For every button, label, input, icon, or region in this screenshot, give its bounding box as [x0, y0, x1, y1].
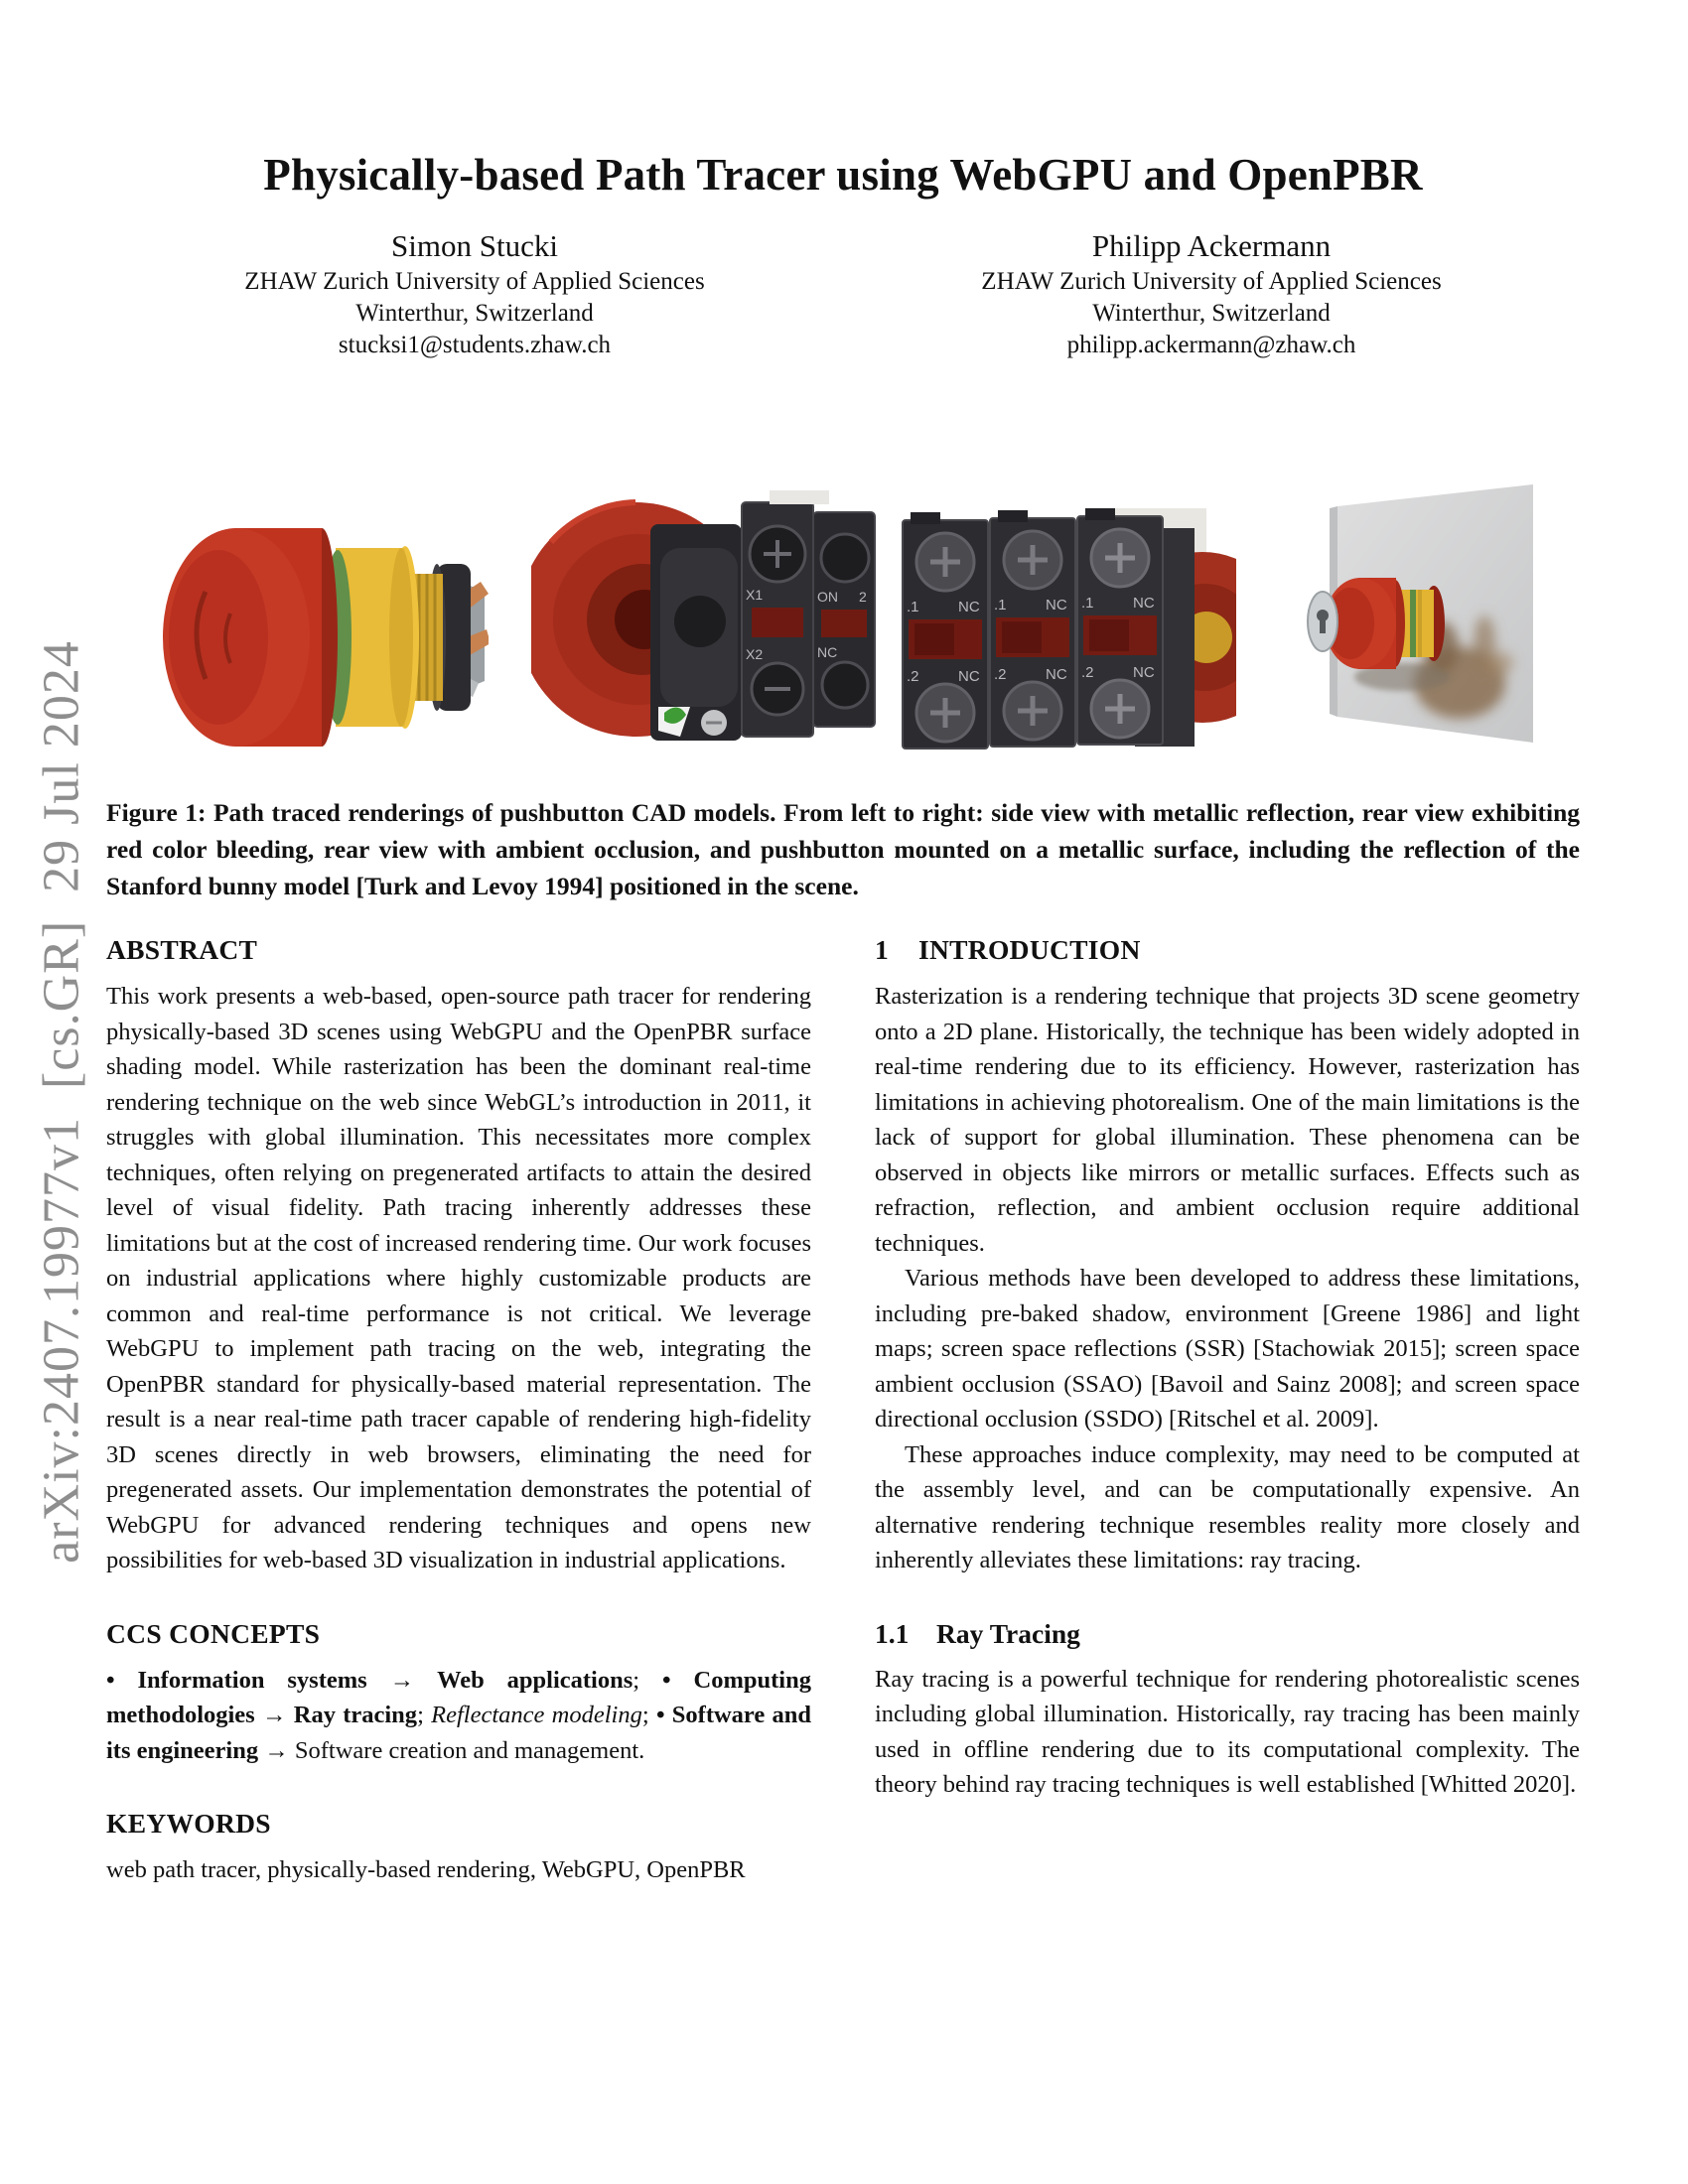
render-rear-view-ambient-occlusion-image: [889, 461, 1236, 764]
ray-tracing-heading: [875, 1618, 1580, 1650]
label-x1: X1: [746, 587, 764, 603]
author-2-name: Philipp Ackermann: [1091, 228, 1332, 263]
figure-1: [106, 461, 1580, 770]
author-1-city: Winterthur, Switzerland: [355, 300, 594, 327]
ccs-bullet: •: [662, 1666, 694, 1694]
introduction-paragraph: Various methods have been developed to address these limitations, including pre-baked shadow, environment [Greene 1986] and light maps; screen space reflections (SSR) [Stachowiak 2015]; screen space ambient occlusion (SSAO) [Bavoil and Sainz 2008]; and screen space directional occlusion (SSDO) [Ritschel et al. 2009].: [875, 1265, 1580, 1433]
chrome-key-ring: [1308, 592, 1337, 651]
abstract-heading: ABSTRACT: [106, 934, 258, 965]
ccs-sep: ;: [641, 1702, 656, 1728]
author-1: [106, 226, 843, 361]
author-2-city: Winterthur, Switzerland: [1092, 300, 1331, 327]
ccs-bullet: •: [106, 1666, 138, 1694]
label-x2: X2: [746, 646, 764, 662]
pushbutton-side-view: [163, 528, 489, 747]
contact-blocks-row: [903, 508, 1163, 749]
paper-content: [106, 149, 1580, 1888]
ccs-arrow: →: [254, 1702, 294, 1728]
ray-tracing-paragraph: Ray tracing is a powerful technique for rendering photorealistic scenes including global illumination. Historically, ray tracing has been mainly used in offline rendering due to its computational complexity. The theory behind ray tracing techniques is well established [Whitted 2020].: [875, 1665, 1580, 1798]
label-2: 2: [859, 589, 867, 605]
subsection-number: 1.1: [875, 1617, 910, 1649]
contact-block-b: [813, 512, 875, 727]
label-dot1: .1: [907, 599, 919, 615]
label-nc: NC: [1046, 666, 1067, 683]
section-title: INTRODUCTION: [918, 934, 1141, 965]
ccs-heading: CCS CONCEPTS: [106, 1617, 321, 1649]
abstract-text: This work presents a web-based, open-source path tracer for rendering physically-based 3D scenes using WebGPU and the OpenPBR surface shading model. While rasterization has been the dominant real-time rendering technique on the web since WebGL’s introduction in 2011, it struggles with global illumination. This necessitates more complex techniques, often relying on pregenerated artifacts to attain the desired level of visual fidelity. Path tracing inherently addresses these limitations but at the cost of increased rendering time. Our work focuses on industrial applications where highly customizable products are common and real-time performance is not critical. We leverage WebGPU to implement path tracing on the web, integrating the OpenPBR standard for physically-based material representation. The result is a near real-time path tracer capable of rendering high-fidelity 3D scenes directly in web browsers, eliminating the need for pregenerated assets. Our implementation demonstrates the potential of WebGPU for advanced rendering techniques and opens new possibilities for web-based 3D visualization in industrial applications.: [106, 983, 811, 1573]
render-mounted-panel-image: [1283, 478, 1549, 766]
ccs-sep: ;: [417, 1702, 432, 1728]
introduction-heading: [875, 934, 1580, 966]
ccs-concept: Software creation and management.: [294, 1736, 645, 1764]
author-2-email: philipp.ackermann@zhaw.ch: [1066, 332, 1356, 358]
ccs-concept: Software and its engineering: [106, 1702, 811, 1764]
keywords-text: web path tracer, physically-based rendering, WebGPU, OpenPBR: [106, 1856, 746, 1883]
render-side-view-image: [151, 522, 489, 751]
figure-caption: Figure 1: Path traced renderings of pushbutton CAD models. From left to right: side view with metallic reflection, rear view exhibiting red color bleeding, rear view with ambient occlusion, and pushbutton mounted on a metallic surface, including the reflection of the Stanford bunny model [Turk and Levoy 1994] positioned in the scene.: [106, 798, 1580, 900]
ccs-arrow: →: [258, 1736, 295, 1764]
label-nc: NC: [958, 599, 980, 615]
ccs-bullet: •: [655, 1702, 672, 1728]
author-block: [106, 226, 1580, 361]
ccs-arrow: →: [366, 1666, 438, 1694]
red-mushroom-cap: [163, 528, 338, 747]
label-nc: NC: [817, 644, 838, 660]
label-dot1: .1: [994, 597, 1007, 614]
ccs-concept: Ray tracing: [293, 1702, 418, 1728]
paper-body: [106, 934, 1580, 1888]
author-1-email: stucksi1@students.zhaw.ch: [338, 332, 612, 358]
contact-block-a: [742, 502, 813, 737]
ccs-concept: Computing methodologies: [106, 1666, 811, 1728]
label-nc: NC: [1133, 664, 1155, 681]
author-2: [843, 226, 1580, 361]
introduction-paragraph: Rasterization is a rendering technique that projects 3D scene geometry onto a 2D plane. Historically, the technique has been widely adopted in real-time rendering due to its efficiency. However, rasterization has limitations in achieving photorealism. One of the main limitations is the lack of support for global illumination. These phenomena can be observed in objects like mirrors or metallic surfaces. Effects such as refraction, reflection, and ambient occlusion require additional techniques.: [875, 983, 1580, 1257]
paper-title: Physically-based Path Tracer using WebGPU and OpenPBR: [263, 150, 1423, 200]
ccs-text: [106, 1663, 811, 1769]
ccs-concept: Information systems: [137, 1666, 367, 1694]
ccs-concept: Web applications: [437, 1666, 633, 1694]
keywords-heading: KEYWORDS: [106, 1808, 271, 1839]
author-2-affiliation: ZHAW Zurich University of Applied Sciences: [981, 268, 1442, 295]
left-column: [106, 934, 811, 1888]
subsection-title: Ray Tracing: [936, 1617, 1080, 1649]
right-column: [875, 934, 1580, 1888]
label-dot2: .2: [907, 668, 919, 685]
label-dot1: .1: [1081, 595, 1094, 612]
label-nc: NC: [1133, 595, 1155, 612]
mounted-pushbutton: [1308, 578, 1445, 669]
ccs-sep: ;: [633, 1666, 663, 1694]
render-rear-view-color-bleed-image: [531, 463, 879, 760]
label-dot2: .2: [1081, 664, 1094, 681]
contact-block-holder: [650, 524, 742, 741]
label-nc: NC: [958, 668, 980, 685]
introduction-paragraph: These approaches induce complexity, may need to be computed at the assembly level, and can be computationally expensive. An alternative rendering technique resembles reality more closely and inherently alleviates these limitations: ray tracing.: [875, 1440, 1580, 1573]
arxiv-watermark: arXiv:2407.19977v1 [cs.GR] 29 Jul 2024: [33, 640, 90, 1564]
ccs-concept: Reflectance modeling: [431, 1702, 642, 1728]
label-on: ON: [817, 589, 838, 605]
label-dot2: .2: [994, 666, 1007, 683]
label-nc: NC: [1046, 597, 1067, 614]
section-number: 1: [875, 934, 890, 965]
author-1-affiliation: ZHAW Zurich University of Applied Sciences: [244, 268, 705, 295]
author-1-name: Simon Stucki: [391, 228, 558, 263]
